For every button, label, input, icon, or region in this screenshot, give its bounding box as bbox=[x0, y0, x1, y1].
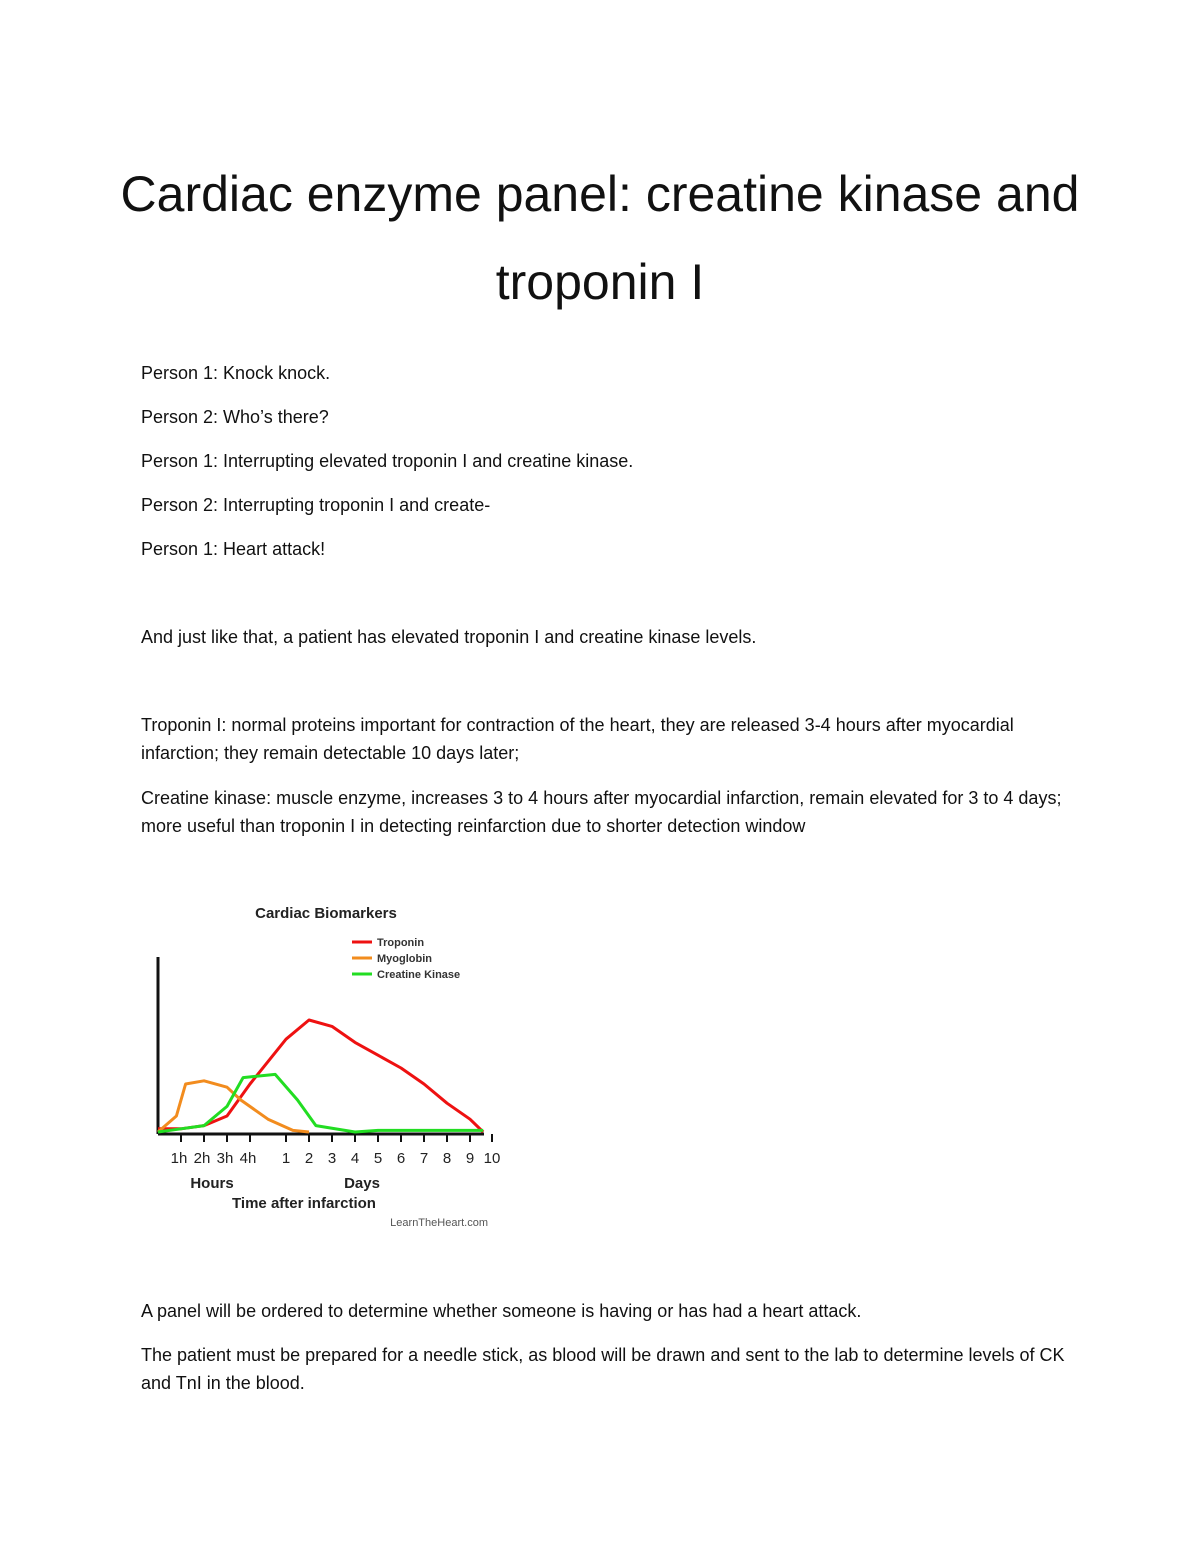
dialogue-line-3: Person 1: Interrupting elevated troponin I and creatine kinase. bbox=[141, 451, 634, 471]
chart-title: Cardiac Biomarkers bbox=[255, 905, 397, 922]
creatine-kinase-paragraph: Creatine kinase: muscle enzyme, increases 3 to 4 hours after myocardial infarction, remain elevated for 3 to 4 days; more useful than troponin I in detecting reinfarction due to shorter detection window bbox=[141, 788, 1062, 836]
x-axis-ticks bbox=[171, 1134, 500, 1167]
x-tick-label: 4h bbox=[239, 1150, 257, 1167]
panel-paragraph: A panel will be ordered to determine whether someone is having or has had a heart attack. bbox=[141, 1301, 862, 1321]
chart-legend bbox=[352, 937, 460, 981]
preparation-paragraph: The patient must be prepared for a needle stick, as blood will be drawn and sent to the lab to determine levels of CK and TnI in the blood. bbox=[141, 1345, 1065, 1393]
chart-series bbox=[158, 1020, 483, 1132]
series-line-troponin bbox=[158, 1020, 483, 1132]
x-tick-label: 1h bbox=[170, 1150, 188, 1167]
x-group-label-hours: Hours bbox=[190, 1175, 234, 1192]
x-tick-label: 3 bbox=[327, 1150, 337, 1167]
dialogue-line-2: Person 2: Who’s there? bbox=[141, 407, 329, 427]
troponin-paragraph: Troponin I: normal proteins important for contraction of the heart, they are released 3-4 hours after myocardial infarction; they remain detectable 10 days later; bbox=[141, 715, 1014, 763]
legend-label: Myoglobin bbox=[377, 953, 432, 965]
x-group-label-days: Days bbox=[344, 1175, 380, 1192]
x-tick-label: 6 bbox=[396, 1150, 406, 1167]
document-title: Cardiac enzyme panel: creatine kinase and troponin I bbox=[120, 166, 1080, 310]
legend-label: Creatine Kinase bbox=[377, 969, 461, 981]
legend-label: Troponin bbox=[377, 937, 425, 949]
x-tick-label: 1 bbox=[281, 1150, 291, 1167]
x-tick-label: 2h bbox=[193, 1150, 211, 1167]
x-tick-label: 5 bbox=[373, 1150, 383, 1167]
x-tick-label: 7 bbox=[419, 1150, 429, 1167]
dialogue-line-1: Person 1: Knock knock. bbox=[141, 363, 331, 383]
dialogue-line-5: Person 1: Heart attack! bbox=[141, 539, 326, 559]
x-tick-label: 8 bbox=[442, 1150, 452, 1167]
x-tick-label: 9 bbox=[465, 1150, 475, 1167]
x-tick-label: 2 bbox=[304, 1150, 314, 1167]
chart-credit: LearnTheHeart.com bbox=[390, 1217, 488, 1229]
cardiac-biomarkers-chart bbox=[140, 890, 500, 1235]
x-axis-label: Time after infarction bbox=[232, 1195, 376, 1212]
x-tick-label: 4 bbox=[350, 1150, 360, 1167]
dialogue-line-4: Person 2: Interrupting troponin I and create- bbox=[141, 495, 491, 515]
chart-svg bbox=[140, 890, 500, 1235]
x-tick-label: 10 bbox=[483, 1150, 500, 1167]
x-tick-label: 3h bbox=[216, 1150, 234, 1167]
intro-paragraph: And just like that, a patient has elevated troponin I and creatine kinase levels. bbox=[141, 627, 757, 647]
